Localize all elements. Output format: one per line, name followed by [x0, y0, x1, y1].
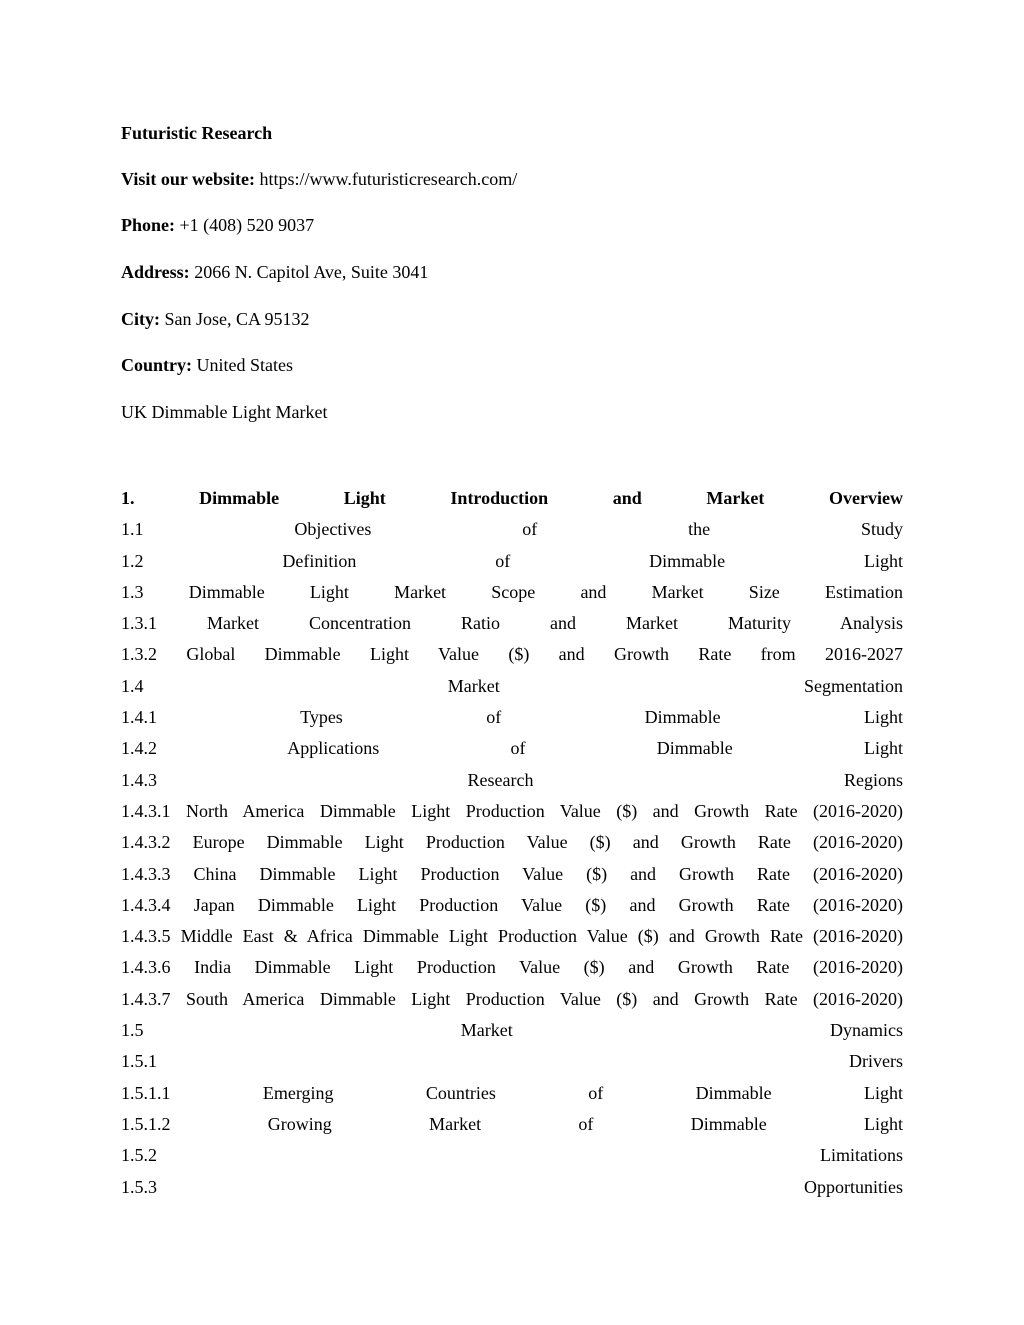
toc-entry: 1.4.3.3 China Dimmable Light Production Value ($) and Growth Rate (2016-2020)	[121, 863, 903, 884]
country-line	[121, 354, 293, 376]
address-value: 2066 N. Capitol Ave, Suite 3041	[194, 262, 429, 282]
toc-entry: 1.4 Market Segmentation	[121, 675, 903, 696]
address-line	[121, 261, 428, 283]
toc-entry: 1.4.3.5 Middle East & Africa Dimmable Light Production Value ($) and Growth Rate (2016-2020)	[121, 926, 903, 947]
table-of-contents	[121, 486, 903, 1206]
toc-entry: 1.5.2 Limitations	[121, 1145, 903, 1166]
country-value: United States	[196, 355, 293, 375]
toc-entry: 1.4.2 Applications of Dimmable Light	[121, 738, 903, 759]
city-value: San Jose, CA 95132	[164, 309, 310, 329]
country-label: Country:	[121, 355, 192, 375]
toc-entry: 1.5.1.2 Growing Market of Dimmable Light	[121, 1113, 903, 1134]
phone-label: Phone:	[121, 215, 175, 235]
toc-entry: 1.5.1 Drivers	[121, 1051, 903, 1072]
website-line	[121, 168, 517, 190]
toc-entry: 1.2 Definition of Dimmable Light	[121, 550, 903, 571]
phone-value: +1 (408) 520 9037	[179, 215, 315, 235]
toc-entry: 1. Dimmable Light Introduction and Market Overview	[121, 488, 903, 508]
city-line	[121, 308, 310, 330]
toc-entry: 1.4.3 Research Regions	[121, 769, 903, 790]
toc-entry: 1.5.3 Opportunities	[121, 1176, 903, 1197]
website-label: Visit our website:	[121, 169, 255, 189]
toc-entry: 1.3 Dimmable Light Market Scope and Market Size Estimation	[121, 581, 903, 602]
toc-entry: 1.5 Market Dynamics	[121, 1020, 903, 1041]
toc-entry: 1.4.3.4 Japan Dimmable Light Production Value ($) and Growth Rate (2016-2020)	[121, 894, 903, 915]
address-label: Address:	[121, 262, 190, 282]
toc-entry: 1.4.1 Types of Dimmable Light	[121, 707, 903, 728]
toc-entry: 1.4.3.7 South America Dimmable Light Production Value ($) and Growth Rate (2016-2020)	[121, 988, 903, 1009]
website-link[interactable]: https://www.futuristicresearch.com/	[259, 169, 518, 189]
toc-entry: 1.4.3.6 India Dimmable Light Production Value ($) and Growth Rate (2016-2020)	[121, 957, 903, 978]
city-label: City:	[121, 309, 160, 329]
toc-entry: 1.5.1.1 Emerging Countries of Dimmable Light	[121, 1082, 903, 1103]
toc-entry: 1.4.3.2 Europe Dimmable Light Production Value ($) and Growth Rate (2016-2020)	[121, 832, 903, 853]
toc-entry: 1.3.1 Market Concentration Ratio and Market Maturity Analysis	[121, 613, 903, 634]
report-title: UK Dimmable Light Market	[121, 402, 328, 422]
company-name-text: Futuristic Research	[121, 123, 273, 143]
toc-entry: 1.4.3.1 North America Dimmable Light Production Value ($) and Growth Rate (2016-2020)	[121, 800, 903, 821]
company-name	[121, 122, 272, 144]
phone-line	[121, 214, 314, 236]
toc-entry: 1.1 Objectives of the Study	[121, 519, 903, 540]
toc-entry: 1.3.2 Global Dimmable Light Value ($) and Growth Rate from 2016-2027	[121, 644, 903, 665]
